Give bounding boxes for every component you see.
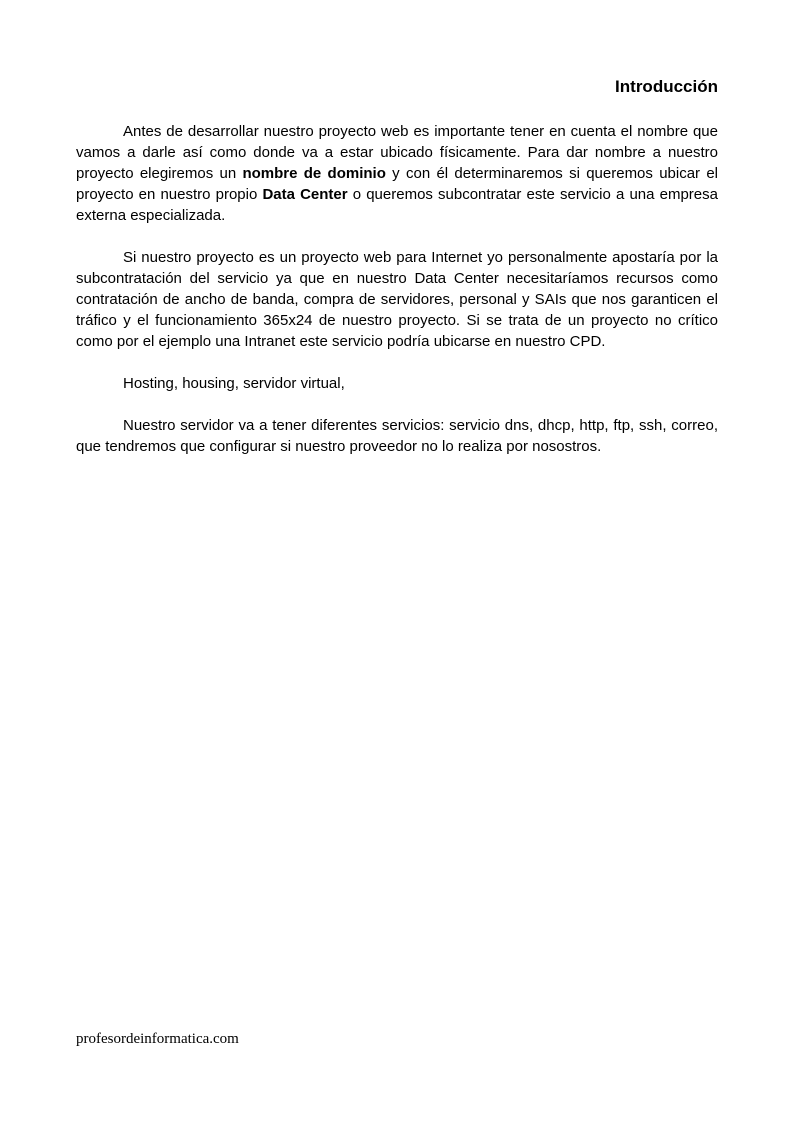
paragraph-hosting-options: Hosting, housing, servidor virtual, bbox=[123, 375, 345, 392]
document-body bbox=[76, 121, 718, 478]
page-title: Introducción bbox=[615, 77, 718, 96]
bold-data-center: Data Center bbox=[262, 186, 348, 203]
paragraph-intro-text-2: y con él determinaremos si queremos ubicar el proyecto en nuestro propio bbox=[76, 165, 719, 203]
paragraph-server-services: Nuestro servidor va a tener diferentes servicios: servicio dns, dhcp, http, ftp, ssh, correo, que tendremos que configurar si nuestro proveedor no lo realiza por nosostros. bbox=[76, 417, 718, 455]
paragraph-intro-text-1: Antes de desarrollar nuestro proyecto web es importante tener en cuenta el nombre que vamos a darle así como donde va a estar ubicado físicamente. Para dar nombre a nuestro proyecto elegiremos un bbox=[76, 123, 718, 182]
paragraph-subcontracting: Si nuestro proyecto es un proyecto web para Internet yo personalmente apostaría por la subcontratación del servicio ya que en nuestro Data Center necesitaríamos recursos como contratación de ancho de banda, compra de servidores, personal y SAIs que nos garanticen el tráfico y el funcionamiento 365x24 de nuestro proyecto. Si se trata de un proyecto no crítico como por el ejemplo una Intranet este servicio podría ubicarse en nuestro CPD. bbox=[76, 249, 718, 350]
page-footer: profesordeinformatica.com bbox=[76, 1031, 239, 1047]
paragraph-intro bbox=[76, 121, 718, 226]
paragraph-intro-text-3: o queremos subcontratar este servicio a una empresa externa especializada. bbox=[76, 186, 718, 224]
bold-domain-name: nombre de dominio bbox=[242, 165, 386, 182]
